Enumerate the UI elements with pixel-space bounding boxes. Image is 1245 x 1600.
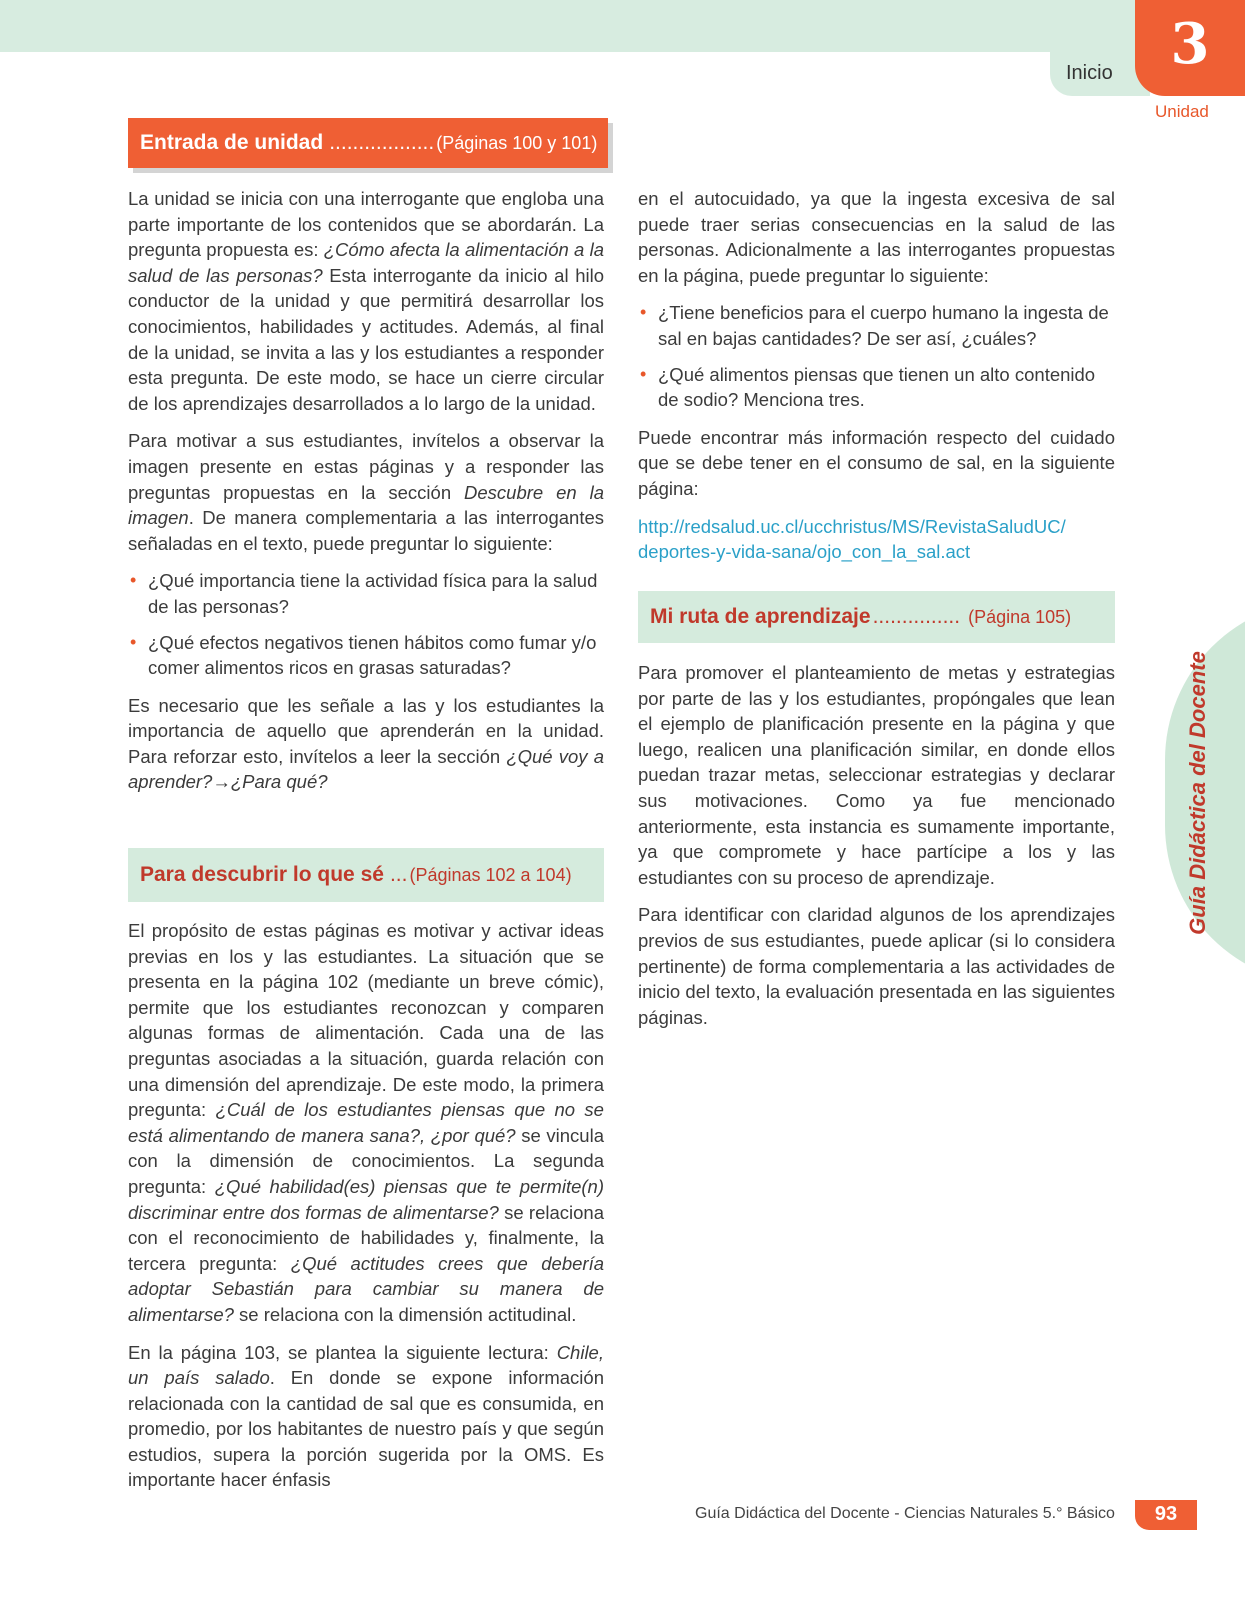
- text-run: se vincula con la dimensión de conocimientos. La segunda pregunta:: [128, 1124, 604, 1197]
- italic-section-name: ¿Qué voy a aprender?→¿Para qué?: [128, 745, 604, 793]
- heading-pages: (Página 105): [968, 606, 1072, 627]
- bullet-list: [128, 568, 604, 680]
- text-run: En la página 103, se plantea la siguiente lectura:: [128, 1341, 557, 1363]
- unit-label: Unidad: [1155, 102, 1209, 121]
- paragraph: [128, 693, 604, 795]
- bullet-list: [638, 300, 1115, 412]
- reference-link[interactable]: [638, 514, 1115, 565]
- list-item: • ¿Qué importancia tiene la actividad física para la salud de las personas?: [128, 568, 604, 619]
- heading-dots: ...: [389, 863, 408, 886]
- list-item: • ¿Tiene beneficios para el cuerpo humano la ingesta de sal en bajas cantidades? De ser así, ¿cuáles?: [638, 300, 1115, 351]
- list-item: • ¿Qué alimentos piensas que tienen un alto contenido de sodio? Menciona tres.: [638, 362, 1115, 413]
- text-run: . De manera complementaria a las interrogantes señaladas en el texto, puede preguntar lo siguiente:: [128, 507, 604, 554]
- heading-title: Para descubrir lo que sé: [140, 863, 384, 886]
- heading-panel: [128, 118, 608, 168]
- heading-title: Mi ruta de aprendizaje: [650, 605, 871, 628]
- heading-dots: ..................: [329, 131, 435, 154]
- text-run: se relaciona con el reconocimiento de habilidades y, finalmente, la tercera pregunta:: [128, 1201, 604, 1274]
- paragraph: [128, 1340, 604, 1494]
- link-line[interactable]: http://redsalud.uc.cl/ucchristus/MS/RevistaSaludUC/: [638, 515, 1066, 537]
- heading-title: Entrada de unidad: [140, 131, 324, 154]
- italic-reading-title: Chile, un país salado: [128, 1341, 604, 1389]
- paragraph: en el autocuidado, ya que la ingesta excesiva de sal puede traer serias consecuencias en la salud de las personas. Adicionalmente a las interrogantes propuestas en la página, puede preguntar lo siguiente:: [638, 188, 1115, 286]
- italic-question: ¿Qué habilidad(es) piensas que te permite(n) discriminar entre dos formas de alimentarse?: [128, 1175, 604, 1223]
- paragraph: Puede encontrar más información respecto del cuidado que se debe tener en el consumo de sal, en la siguiente página:: [638, 426, 1115, 499]
- heading-pages: (Páginas 100 y 101): [436, 132, 598, 153]
- italic-question: ¿Cuál de los estudiantes piensas que no se está alimentando de manera sana?, ¿por qué?: [128, 1099, 604, 1146]
- paragraph: [128, 428, 604, 556]
- unit-number: 3: [1170, 11, 1210, 77]
- text-run: Es necesario que les señale a las y los estudiantes la importancia de aquello que aprenderán en la unidad. Para reforzar esto, invítelos a leer la sección: [128, 694, 604, 767]
- text-run: . En donde se expone información relacionada con la cantidad de sal que es consumida, en promedio, por los habitantes de nuestro país y que según estudios, supera la porción sugerida por la OMS. Es importante hacer énfasis: [128, 1367, 604, 1491]
- text-run: Para motivar a sus estudiantes, invítelos a observar la imagen presente en estas páginas y a responder las preguntas propuestas en la sección: [128, 430, 604, 503]
- text-run: se relaciona con la dimensión actitudinal.: [233, 1303, 577, 1325]
- heading-pages: (Páginas 102 a 104): [409, 864, 572, 885]
- text-run: La unidad se inicia con una interrogante que engloba una parte importante de los contenidos que se abordarán. La pregunta propuesta es:: [128, 188, 604, 261]
- section-label: Inicio: [1066, 62, 1113, 84]
- page-number: 93: [1154, 1503, 1178, 1525]
- list-item: • ¿Qué efectos negativos tienen hábitos como fumar y/o comer alimentos ricos en grasas saturadas?: [128, 630, 604, 681]
- footer-text: Guía Didáctica del Docente - Ciencias Naturales 5.° Básico: [695, 1505, 1115, 1522]
- paragraph: [128, 918, 604, 1328]
- italic-section-name: Descubre en la imagen: [128, 481, 604, 529]
- text-run: El propósito de estas páginas es motivar y activar ideas previas en los y las estudiantes. La situación que se presenta en la página 102 (mediante un breve cómic), permite que los estudiantes reconozcan y comparen algunas formas de alimentación. Cada una de las preguntas asociadas a la situación, guarda relación con una dimensión del aprendizaje. De este modo, la primera pregunta:: [128, 920, 604, 1121]
- side-tab-label: Guía Didáctica del Docente: [1185, 651, 1210, 935]
- italic-question: ¿Qué actitudes crees que debería adoptar Sebastián para cambiar su manera de alimentarse?: [128, 1252, 604, 1325]
- heading-panel: [638, 591, 1115, 643]
- left-column: [128, 186, 604, 807]
- link-line[interactable]: deportes-y-vida-sana/ojo_con_la_sal.act: [638, 541, 971, 563]
- heading-panel: [128, 848, 604, 902]
- top-band: [0, 0, 1135, 52]
- paragraph: Para identificar con claridad algunos de los aprendizajes previos de sus estudiantes, puede aplicar (si lo considera pertinente) de forma complementaria a las actividades de inicio del texto, la evaluación presentada en las siguientes páginas.: [638, 904, 1115, 1028]
- heading-dots: ...............: [872, 605, 961, 628]
- right-column-lower: [638, 660, 1115, 1042]
- paragraph: [128, 186, 604, 416]
- left-column-lower: [128, 918, 604, 1505]
- text-run: Esta interrogante da inicio al hilo conductor de la unidad y que permitirá desarrollar los conocimientos, habilidades y actitudes. Además, al final de la unidad, se invita a las y los estudiantes a responder esta pregunta. De este modo, se hace un cierre circular de los aprendizajes desarrollados a lo largo de la unidad.: [128, 264, 604, 414]
- paragraph: Para promover el planteamiento de metas y estrategias por parte de las y los estudiantes, propóngales que lean el ejemplo de planificación presente en la página y que luego, realicen una planificación similar, en donde ellos puedan trazar metas, seleccionar estrategias y declarar sus motivaciones. Como ya fue mencionado anteriormente, esta instancia es sumamente importante, ya que compromete y hace partícipe a los y las estudiantes con su proceso de aprendizaje.: [638, 662, 1115, 888]
- italic-question: ¿Cómo afecta la alimentación a la salud de las personas?: [128, 239, 604, 286]
- right-column: [638, 186, 1115, 577]
